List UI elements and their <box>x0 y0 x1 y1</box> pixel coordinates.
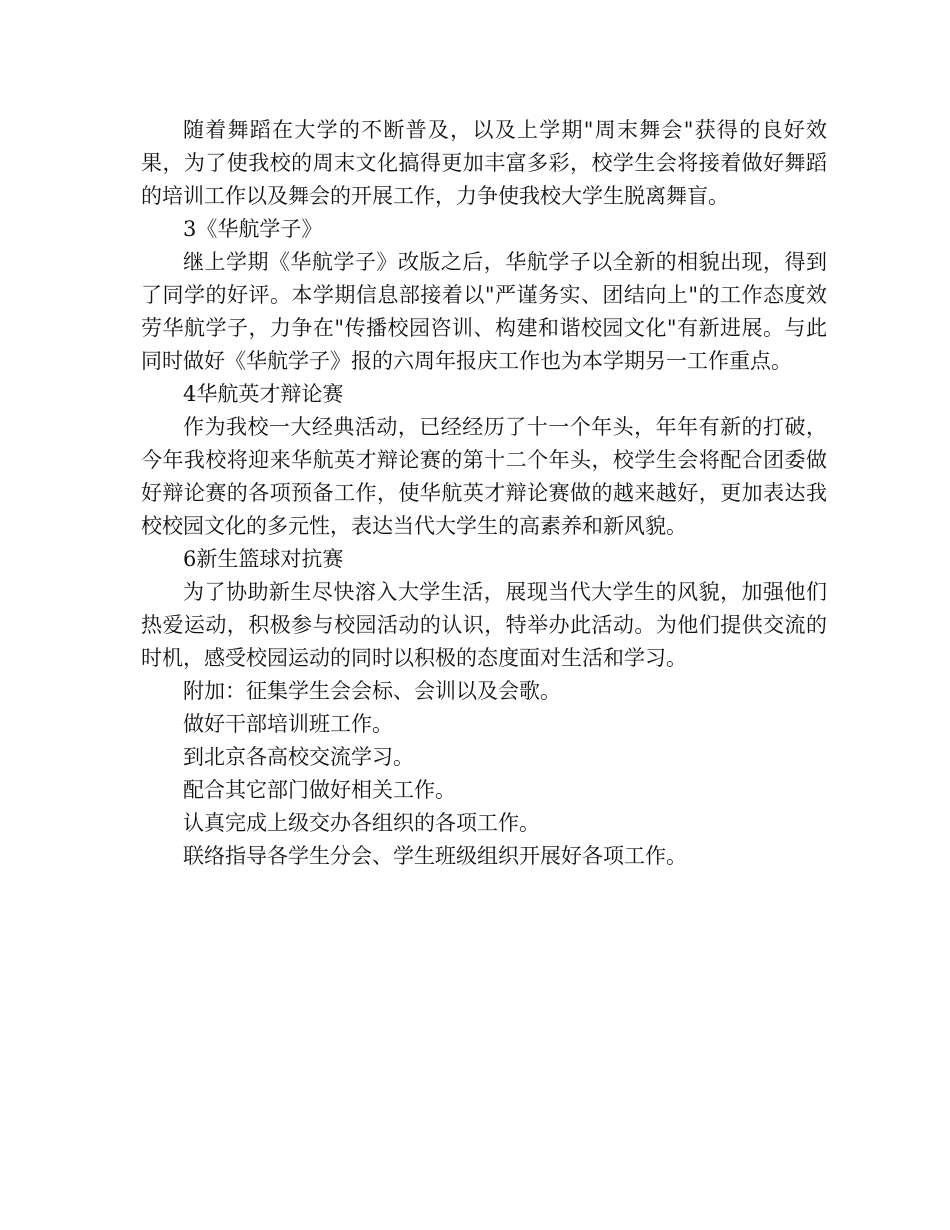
paragraph-beijing-exchange: 到北京各高校交流学习。 <box>183 745 414 769</box>
paragraph-complete-tasks: 认真完成上级交办各组织的各项工作。 <box>183 811 540 835</box>
heading-basketball-contest: 6新生篮球对抗赛 <box>183 547 344 571</box>
paragraph-addendum-emblem: 附加：征集学生会会标、会训以及会歌。 <box>183 679 561 703</box>
paragraph-huahang-xuezi: 继上学期《华航学子》改版之后，华航学子以全新的相貌出现，得到了同学的好评。本学期信息部接着以"严谨务实、团结向上"的工作态度效劳华航学子，力争在"传播校园咨训、构建和谐校园文化"有新进展。与此同时做好《华航学子》报的六周年报庆工作也为本学期另一工作重点。 <box>141 250 827 373</box>
document-body <box>141 114 827 873</box>
paragraph-basketball-contest: 为了协助新生尽快溶入大学生活，展现当代大学生的风貌，加强他们热爱运动，积极参与校园活动的认识，特举办此活动。为他们提供交流的时机，感受校园运动的同时以积极的态度面对生活和学习。 <box>141 580 827 670</box>
paragraph-cooperate-departments: 配合其它部门做好相关工作。 <box>183 778 456 802</box>
paragraph-guide-branches: 联络指导各学生分会、学生班级组织开展好各项工作。 <box>183 844 687 868</box>
paragraph-dance-training: 随着舞蹈在大学的不断普及，以及上学期"周末舞会"获得的良好效果，为了使我校的周末文化搞得更加丰富多彩，校学生会将接着做好舞蹈的培训工作以及舞会的开展工作，力争使我校大学生脱离舞盲。 <box>141 118 827 208</box>
heading-debate-contest: 4华航英才辩论赛 <box>183 382 344 406</box>
paragraph-cadre-training: 做好干部培训班工作。 <box>183 712 393 736</box>
paragraph-debate-contest: 作为我校一大经典活动，已经经历了十一个年头，年年有新的打破，今年我校将迎来华航英才辩论赛的第十二个年头，校学生会将配合团委做好辩论赛的各项预备工作，使华航英才辩论赛做的越来越好，更加表达我校校园文化的多元性，表达当代大学生的高素养和新风貌。 <box>141 415 827 538</box>
heading-huahang-xuezi: 3《华航学子》 <box>183 217 323 241</box>
